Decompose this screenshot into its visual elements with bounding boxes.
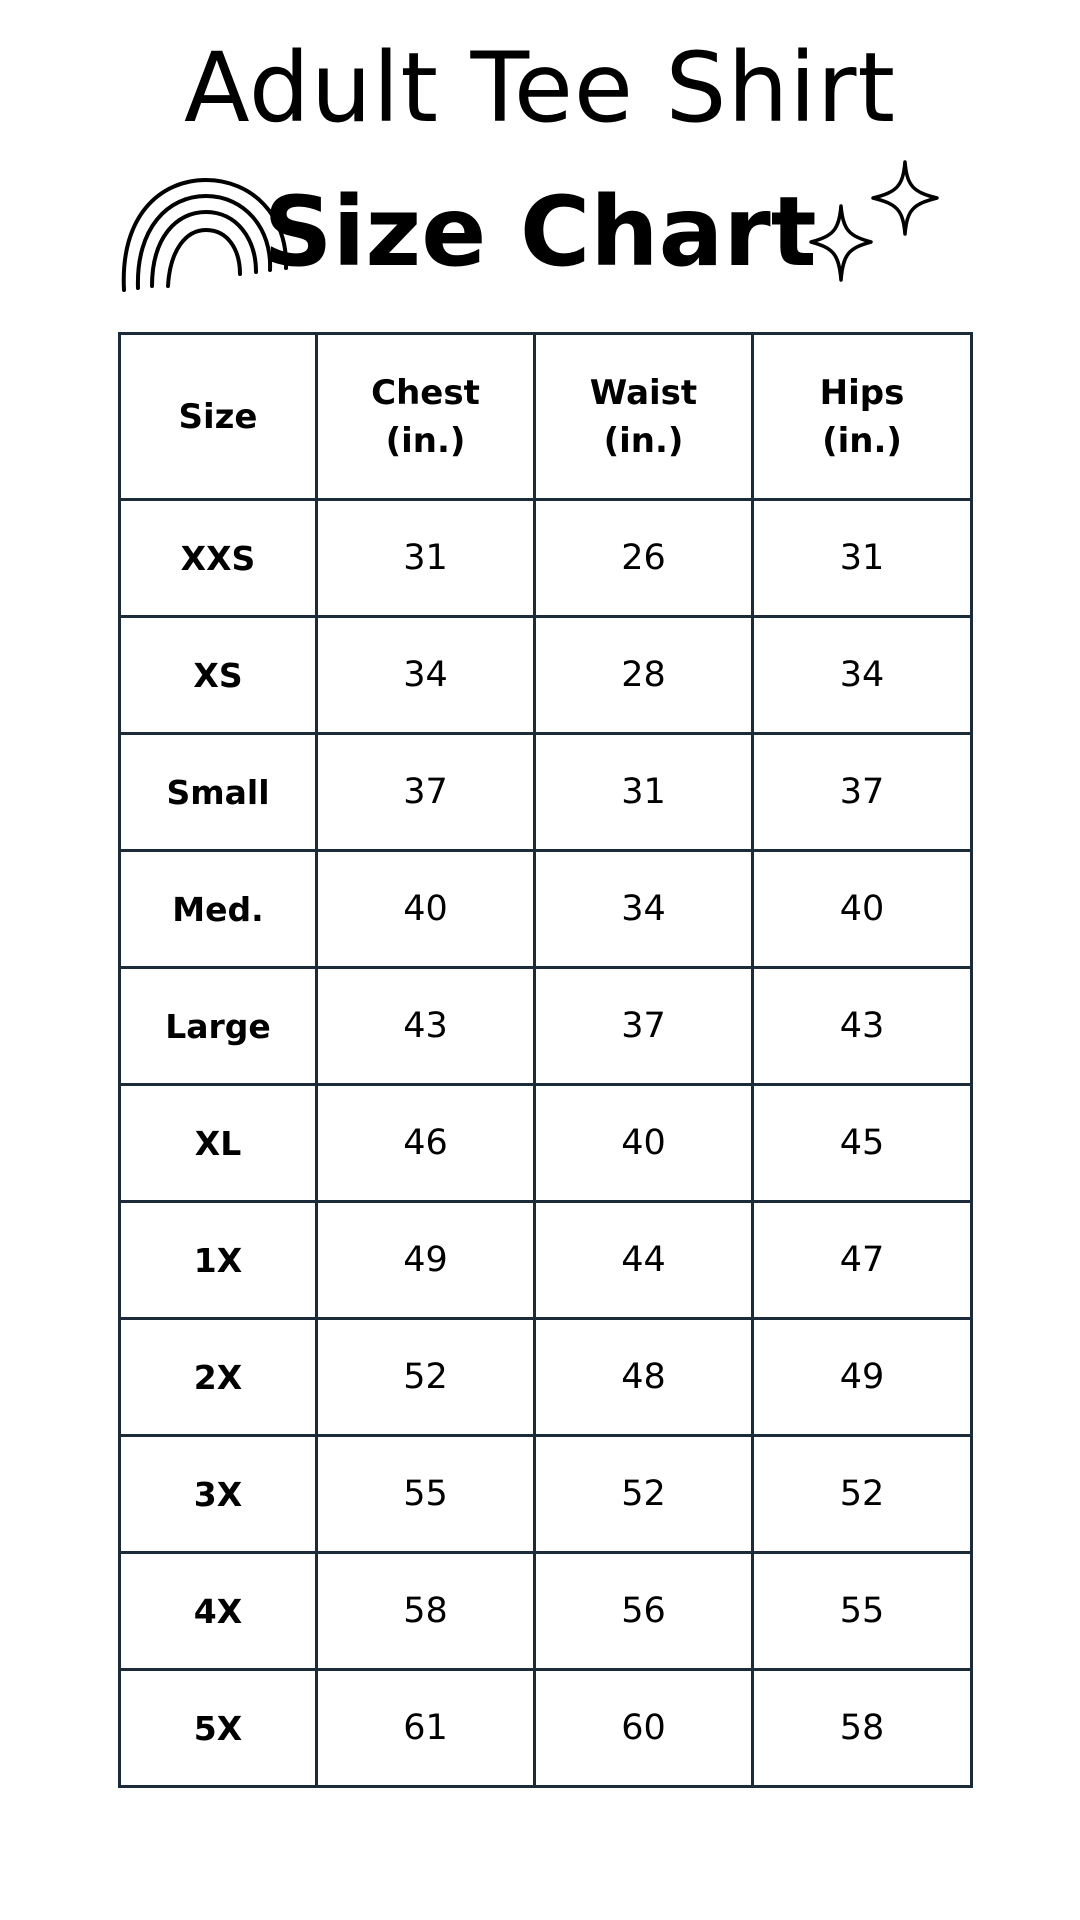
chest-cell: 52 <box>317 1319 535 1436</box>
table-row <box>120 968 972 1085</box>
size-cell: 4X <box>120 1553 317 1670</box>
chest-cell: 58 <box>317 1553 535 1670</box>
table-row <box>120 1319 972 1436</box>
waist-cell: 26 <box>535 500 753 617</box>
hips-cell: 49 <box>753 1319 972 1436</box>
hips-cell: 55 <box>753 1553 972 1670</box>
table-row <box>120 1085 972 1202</box>
chest-cell: 34 <box>317 617 535 734</box>
waist-cell: 44 <box>535 1202 753 1319</box>
size-cell: XL <box>120 1085 317 1202</box>
chest-cell: 40 <box>317 851 535 968</box>
waist-cell: 56 <box>535 1553 753 1670</box>
table-row <box>120 1202 972 1319</box>
table-row <box>120 734 972 851</box>
chest-cell: 61 <box>317 1670 535 1787</box>
header-hips: Hips (in.) <box>753 334 972 500</box>
chest-cell: 55 <box>317 1436 535 1553</box>
size-cell: XXS <box>120 500 317 617</box>
chest-cell: 37 <box>317 734 535 851</box>
size-cell: 3X <box>120 1436 317 1553</box>
hips-cell: 58 <box>753 1670 972 1787</box>
page-subtitle: Size Chart <box>263 176 817 288</box>
hips-cell: 43 <box>753 968 972 1085</box>
chest-cell: 43 <box>317 968 535 1085</box>
size-cell: 1X <box>120 1202 317 1319</box>
size-cell: 2X <box>120 1319 317 1436</box>
waist-cell: 48 <box>535 1319 753 1436</box>
hips-cell: 37 <box>753 734 972 851</box>
size-cell: Small <box>120 734 317 851</box>
waist-cell: 28 <box>535 617 753 734</box>
chest-cell: 49 <box>317 1202 535 1319</box>
hips-cell: 45 <box>753 1085 972 1202</box>
hips-cell: 40 <box>753 851 972 968</box>
waist-cell: 52 <box>535 1436 753 1553</box>
size-cell: Med. <box>120 851 317 968</box>
header-size: Size <box>120 334 317 500</box>
sparkle-icon <box>805 156 945 286</box>
waist-cell: 31 <box>535 734 753 851</box>
table-row <box>120 851 972 968</box>
hips-cell: 31 <box>753 500 972 617</box>
table-row <box>120 1436 972 1553</box>
size-chart-table <box>118 332 973 1788</box>
table-row <box>120 500 972 617</box>
size-cell: XS <box>120 617 317 734</box>
waist-cell: 60 <box>535 1670 753 1787</box>
page-title: Adult Tee Shirt <box>183 32 897 144</box>
waist-cell: 40 <box>535 1085 753 1202</box>
table-row <box>120 1553 972 1670</box>
table-row <box>120 1670 972 1787</box>
hips-cell: 47 <box>753 1202 972 1319</box>
header-waist: Waist (in.) <box>535 334 753 500</box>
size-cell: 5X <box>120 1670 317 1787</box>
waist-cell: 37 <box>535 968 753 1085</box>
hips-cell: 34 <box>753 617 972 734</box>
chest-cell: 46 <box>317 1085 535 1202</box>
header-chest: Chest (in.) <box>317 334 535 500</box>
size-cell: Large <box>120 968 317 1085</box>
table-header-row <box>120 334 972 500</box>
chest-cell: 31 <box>317 500 535 617</box>
hips-cell: 52 <box>753 1436 972 1553</box>
waist-cell: 34 <box>535 851 753 968</box>
table-row <box>120 617 972 734</box>
